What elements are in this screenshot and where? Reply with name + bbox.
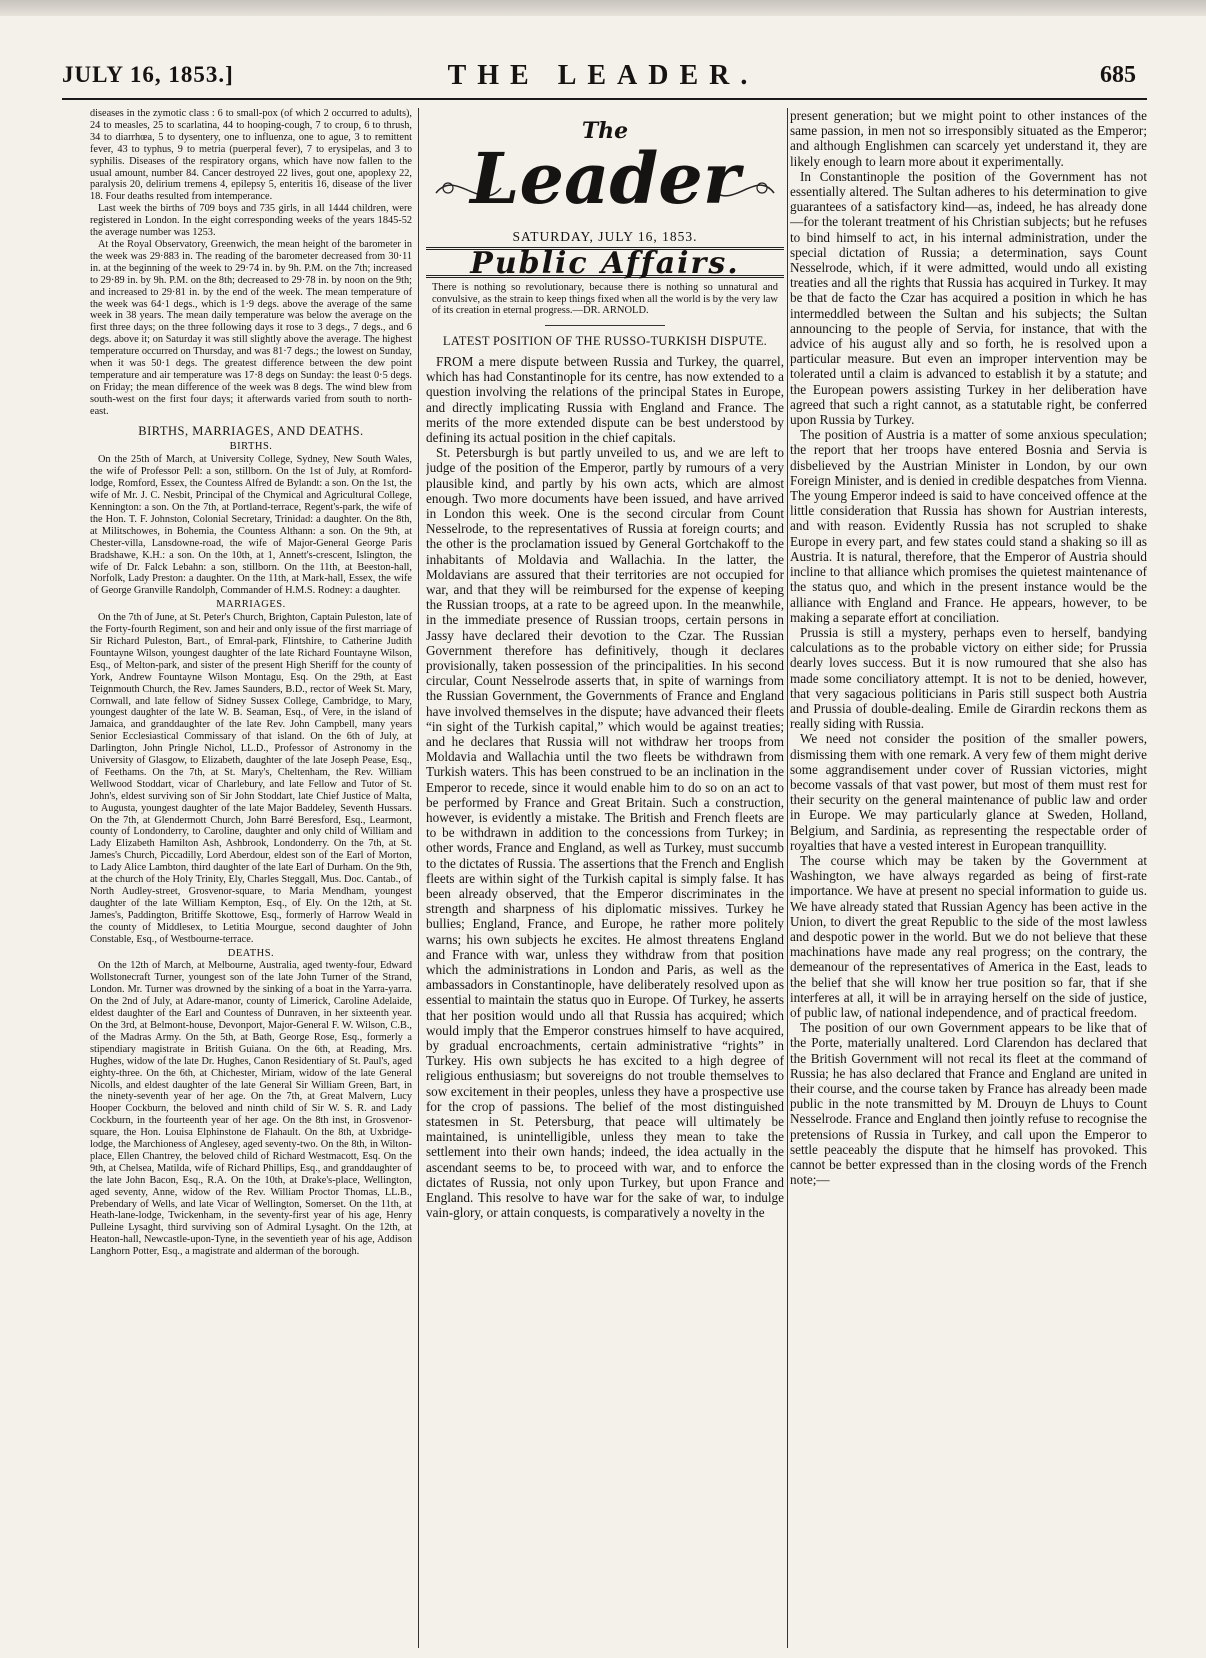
paragraph: Last week the births of 709 boys and 735 girls, in all 1444 children, were registered in London. In the eight corresponding weeks of the years 1845-52 the average number was 1253.	[90, 203, 412, 239]
bmd-heading: BIRTHS, MARRIAGES, AND DEATHS.	[138, 423, 364, 438]
paragraph: Prussia is still a mystery, perhaps even to herself, bandying calculations as to the probable victory on either side; for Prussia dearly loves success. But it is now rumoured that she also has made some conciliatory attempt. It is not to be denied, however, that very sagacious politicians in Paris still suspect both Austria and Prussia of double-dealing. Emile de Girardin reckons them as really siding with Russia.	[790, 624, 1147, 732]
rule	[545, 325, 665, 326]
issue-date: SATURDAY, JULY 16, 1853.	[512, 229, 698, 244]
deaths-heading: DEATHS.	[227, 947, 275, 959]
paragraph: In Constantinople the position of the Government has not essentially altered. The Sultan adheres to his determination to give guarantees of a satisfactory kind—as, indeed, he has already done—for the tolerant treatment of his Christian subjects; but he refuses to bind himself to act, in his internal administration, under the special dictation of Russia; a determination, says Count Nesselrode, which, if it were admitted, would undo all existing treaties and all the rights that Russia has acquired in Turkey. It may be that de facto the Czar has acquired a position in which he has intermeddled between the Sultan and his subjects; the Sultan announcing to the people of Servia, for instance, that with the advice of his august ally and so forth, he is resolved upon a particular measure. But even an improper intervention may be tolerated until a claim is advanced to establish it by a statute; and the European powers assisting Turkey in her deliberation have agreed that such a right cannot, as a statutable right, be conferred upon Russia by Turkey.	[790, 168, 1147, 428]
masthead-flourish	[426, 108, 784, 223]
deaths-text: On the 12th of March, at Melbourne, Australia, aged twenty-four, Edward Wollstonecraft Turner, youngest son of the late John Turner of the Strand, London. Mr. Turner was drowned by the sinking of a boat in the Yarra-yarra. On the 2nd of July, at Adare-manor, county of Limerick, Caroline Adelaide, eldest daughter of the Earl and Countess of Dunraven, in her sixteenth year. On the 3rd, at Belmont-house, Devonport, Major-General F. W. Wilson, C.B., of the Madras Army. On the 5th, at Bath, George Rose, Esq., formerly a stipendiary magistrate in British Guiana. On the 6th, at Reading, Mrs. Hughes, widow of the late Dr. Hughes, Canon Residentiary of St. Paul's, aged eighty-three. On the 6th, at Chichester, Miriam, widow of the late General Nicolls, and eldest daughter of the late General Sir William Green, Bart, in the ninety-seventh year of her age. On the 7th, at Great Malvern, Lucy Hooper Cockburn, the beloved and ninth child of Sir W. S. R. and Lady Cockburn, in the fourteenth year of her age. On the 8th inst, in Grosvenor-square, the Hon. Louisa Elphinstone de Flahault. On the 8th, at Uxbridge-lodge, the Marchioness of Anglesey, aged seventy-two. On the 8th, in Wilton-place, Ellen Chantrey, the beloved child of Richard Westmacott, Esq. On the 9th, at Chelsea, Matilda, wife of Richard Phillips, Esq., and granddaughter of the late John Bacon, Esq., R.A. On the 10th, at Drake's-place, Wellington, aged seventy, Anne, widow of the Rev. William Proctor Thomas, LL.B., Prebendary of Wells, and late Vicar of Wellington, Somerset. On the 11th, at Heath-lane-lodge, Twickenham, in the seventy-first year of his age, Henry Pulleine Lysaght, third surviving son of Admiral Lysaght. On the 12th, at Heaton-hall, Newcastle-upon-Tyne, in the seventieth year of his age, Addison Langhorn Potter, Esq., a magistrate and alderman of the borough.	[90, 960, 412, 1258]
header-title: THE LEADER.	[447, 60, 759, 91]
paragraph: We need not consider the position of the smaller powers, dismissing them with one remark. A very few of them might derive some aggrandisement under cover of Russian victories, might become vassals of that vast power, but most of them must rest for their security on the general maintenance of public law and order in Europe. We may particularly glance at Sweden, Holland, Belgium, and Sardinia, as representing the respectable order of royalties that have a vested interest in European tranquillity.	[790, 731, 1147, 853]
scan-edge	[0, 0, 1206, 16]
births-text: On the 25th of March, at University College, Sydney, New South Wales, the wife of Professor Pell: a son, stillborn. On the 1st of July, at Romford-lodge, Romford, Essex, the Countess Alfred de Bylandt: a son. On the 1st, the wife of Mr. J. C. Nesbit, Principal of the Chymical and Agricultural College, Kennington: a son. On the 7th, at Portland-terrace, Regent's-park, the wife of the Hon. T. F. Johnston, Colonial Secretary, Trinidad: a daughter. On the 8th, at Militschowes, in Bohemia, the Countess Althann: a son. On the 9th, at Chester-villa, Lansdowne-road, the wife of Major-General George Paris Bradshawe, K.H.: a son. On the 10th, at 1, Annett's-crescent, Islington, the wife of Dr. Falck Lebahn: a son, stillborn. On the 11th, at Beeston-hall, Norfolk, Lady Preston: a daughter. On the 11th, at Mark-hall, Essex, the wife of George Granville Randolph, Commander of H.M.S. Rodney: a daughter.	[90, 454, 412, 597]
header-date: JULY 16, 1853.]	[62, 62, 234, 87]
column-divider	[787, 108, 788, 1648]
page-number: 685	[1100, 62, 1136, 88]
paragraph: present generation; but we might point to other instances of the same passion, in men not so irresponsibly situated as the Emperor; and although Englishmen can scarcely yet understand it, they are likely enough to learn more about it experimentally.	[790, 108, 1147, 169]
header-rule	[62, 98, 1147, 100]
marriages-heading: MARRIAGES.	[216, 599, 286, 611]
column-right	[790, 108, 1147, 1648]
paragraph: FROM a mere dispute between Russia and Turkey, the quarrel, which has had Constantinople for its centre, has now extended to a question involving the relations of the principal States in Europe, and directly implicating Russia with England and France. The merits of the more extended dispute can be best understood by defining its actual position in the chief capitals.	[426, 353, 784, 445]
paragraph: diseases in the zymotic class : 6 to small-pox (of which 2 occurred to adults), 24 to measles, 25 to scarlatina, 44 to hooping-cough, 7 to croup, 6 to thrush, 34 to diarrhœa, 5 to dysentery, one to influenza, one to ague, 3 to remittent fever, 43 to typhus, 9 to metria (puerperal fever), 7 to erysipelas, and 3 to syphilis. Diseases of the respiratory organs, which have now fallen to the usual amount, number 84. Cancer destroyed 22 lives, gout one, apoplexy 22, paralysis 20, delirium tremens 4, epilepsy 5, enteritis 16, disease of the liver 18. Four deaths resulted from intemperance.	[90, 108, 412, 203]
motto: There is nothing so revolutionary, because there is nothing so unnatural and convulsive, as the strain to keep things fixed when all the world is by the very law of its creation in eternal progress.—DR. ARNOLD.	[432, 282, 778, 317]
column-divider	[418, 108, 419, 1648]
marriages-text: On the 7th of June, at St. Peter's Church, Brighton, Captain Puleston, late of the Forty-fourth Regiment, son and heir and only issue of the first marriage of Sir Richard Puleston, Bart., of Emral-park, Flintshire, to Catherine Judith Fountayne Wilson, youngest daughter of the late Richard Fountayne Wilson, Esq., of Melton-park, and sister of the present High Sheriff for the county of York, Andrew Fountayne Wilson Montagu, Esq. On the 29th, at East Teignmouth Church, the Rev. James Saunders, B.D., rector of Week St. Mary, Cornwall, and late fellow of Sidney Sussex College, Cambridge, to Mary, youngest daughter of the late W. B. Seaman, Esq., of Vere, in the island of Jamaica, and granddaughter of the late Rev. John Campbell, many years Senior Ecclesiastical Commissary of that island. On the 6th of July, at Darlington, John Pringle Nichol, LL.D., Professor of Astronomy in the University of Glasgow, to Elizabeth, daughter of the late Joseph Pease, Esq., of Feethams. On the 7th, at St. Mary's, Cheltenham, the Rev. William Wellwood Stoddart, vicar of Charlebury, and late Fellow and Tutor of St. John's, eldest surviving son of Sir John Stoddart, late Chief Justice of Malta, to Augusta, youngest daughter of the late Major Baddeley, Seventh Hussars. On the 7th, at Glendermott Church, John Barré Beresford, Esq., Learmont, county of Londonderry, to Caroline, daughter and only child of William and Lady Elizabeth Hamilton Ash, Ashbrook, Londonderry. On the 7th, at St. James's Church, Piccadilly, Lord Aberdour, eldest son of the Earl of Morton, to Lady Alice Lambton, third daughter of the late Earl of Durham. On the 9th, at the church of the Holy Trinity, Ely, Charles Steggall, Mus. Doc. Cantab., of North Audley-street, Grosvenor-square, to Maria Mendham, youngest daughter of the late William Kempton, Esq., of Ely. On the 12th, at St. James's, Paddington, Britiffe Skottowe, Esq., formerly of Harrow Weald in the county of Middlesex, to Letitia Mourgue, second daughter of John Constable, Esq., of Westbourne-terrace.	[90, 612, 412, 945]
paragraph: At the Royal Observatory, Greenwich, the mean height of the barometer in the week was 29·883 in. The reading of the barometer decreased from 30·11 in. at the beginning of the week to 29·74 in. by 9h. P.M. on the 7th; increased to 29·89 in. by 9h. P.M. on the 8th; decreased to 29·78 in. by noon on the 9th; and increased to 29·81 in. by the end of the week. The mean temperature of the week was 64·1 degs., which is 1·9 degs. above the average of the same week in 38 years. The mean daily temperature was below the average on the first three days; on the three following days it rose to 3 degs., 7 degs., and 6 degs. above it; on Saturday it was still slightly above the average. The highest temperature occurred on Thursday, and was 81·7 degs.; the lowest on Sunday, when it was 50·1 degs. The greatest difference between the dew point temperature and air temperature was 17·8 degs on Sunday: the least 0·5 degs. on Friday; the mean difference of the week was 8 degs. The wind blew from south-west on the first four days; it afterwards varied from south to north-east.	[90, 238, 412, 417]
column-center	[426, 108, 784, 1648]
paragraph: St. Petersburgh is but partly unveiled to us, and we are left to judge of the position of the Emperor, partly by rumours of a very plausible kind, and partly by his own acts, which are almost enough. Two more documents have been issued, and have arrived in London this week. One is the second circular from Count Nesselrode, to the representatives of Russia at foreign courts; and the other is the proclamation issued by General Gortchakoff to the inhabitants of Moldavia and Wallachia. In the latter, the Moldavians are assured that their territories are not occupied for war, and that they will be reimbursed for the expense of keeping the Russian troops, at a rate to be agreed upon. In the meanwhile, in the immediate presence of Russian troops, certain persons in Jassy have declared their devotion to the Czar. The Russian Government therefore has definitively, though it declares provisionally, taken possession of the principalities. In his second circular, Count Nesselrode asserts that, in spite of warnings from the Russian Government, the Governments of France and England have involved themselves in the dispute; have advanced their fleets “in sight of the Turkish capital,” which would be against treaties; and he declares that Russia will not withdraw her troops from Moldavia and Wallachia until the two fleets be withdrawn from Turkish waters. This has been construed to be an inclination in the Emperor to recede, since it would enable him to do so on an act to be performed by France and Great Britain. Such a construction, however, is evidently a mistake. The British and French fleets are to be withdrawn in addition to the concessions from Turkey; in other words, France and England, as well as Turkey, must succumb to the dictates of Russia. The assertions that the French and English fleets are within sight of the Turkish capital is simply false. It has been already observed, that the Emperor discriminates in the strength and sharpness of his diplomatic missives. Turkey he bullies; England, France, and Europe, he rather more politely warns; his own subjects he excites. He almost threatens England and France with war, unless they withdraw from that position which the administrations in London and Paris, as well as the ambassadors in Constantinople, have deliberately resolved upon as essential to maintain the status quo in Europe. Of Turkey, he asserts that her position would undo all that Russia has acquired; which would imply that the Emperor construes himself to have acquired, by gradual encroachments, certain administrative “rights” in Turkey. His own subjects he has excited to a high degree of religious enthusiasm; but sovereigns do not trouble themselves to sow excitement in their peoples, unless they have a prospective use for the crop of passions. The belief of the most distinguished statesmen in St. Petersburg, that peace will ultimately be maintained, is unintelligible, unless they mean to take the settlement into their own hands; indeed, the idea actually in the ascendant seems to be, to proceed with war, and to enforce the dictates of Russia, not only upon Turkey, but upon France and England. This resolve to have war for the sake of war, to indulge vain-glory, or attain conquests, is comparatively a novelty in the	[426, 445, 784, 1221]
article-title: LATEST POSITION OF THE RUSSO-TURKISH DISPUTE.	[442, 333, 768, 348]
masthead	[426, 108, 784, 223]
paragraph: The position of our own Government appears to be like that of the Porte, materially unaltered. Lord Clarendon has declared that the British Government will not recal its fleet at the command of Russia; he has also declared that France and England are united in their course, and the course taken by France has already been made public in the note transmitted by M. Drouyn de Lhuys to Count Nesselrode. France and England then jointly refuse to recognise the pretensions of Russia in Turkey, and call upon the Emperor to settle peaceably the dispute that he himself has provoked. This cannot be better expressed than in the closing words of the French note;—	[790, 1020, 1147, 1188]
births-heading: BIRTHS.	[229, 441, 273, 453]
section-title: Public Affairs.	[470, 246, 740, 282]
masthead-the: The	[581, 118, 629, 144]
masthead-title: Leader	[470, 137, 740, 220]
paragraph: The course which may be taken by the Government at Washington, we have always regarded as being of first-rate importance. We have at present no special information to guide us. We have already stated that Russian Agency has been active in the Union, to divert the great Republic to the side of the most lawless and despotic power in the world. But we do not believe that these machinations have made any real progress; on the contrary, the demeanour of the representatives of America in the East, leads to the belief that she will know her true position so far, that if she interferes at all, it will be in arraying herself on the side of justice, of public law, of national independence, and of practical freedom.	[790, 852, 1147, 1020]
column-left	[90, 108, 412, 1648]
page-header	[0, 42, 1206, 102]
paragraph: The position of Austria is a matter of some anxious speculation; the report that her troops have entered Bosnia and Servia is disbelieved by the Austrian Minister in London, by our own Foreign Minister, and is denied in credible despatches from Vienna. The young Emperor indeed is said to have conceived offence at the little consideration that Russia has shown for Austrian interests, and with reason. Evidently Russia has not scrupled to shake Europe in every part, and few states could stand a shaking so ill as Austria. It is natural, therefore, that the Emperor of Austria should incline to that alliance which promises the quietest maintenance of the status quo, and which in the present instance would be the alliance with England and France. He appears, however, to be making a separate effort at conciliation.	[790, 427, 1147, 625]
